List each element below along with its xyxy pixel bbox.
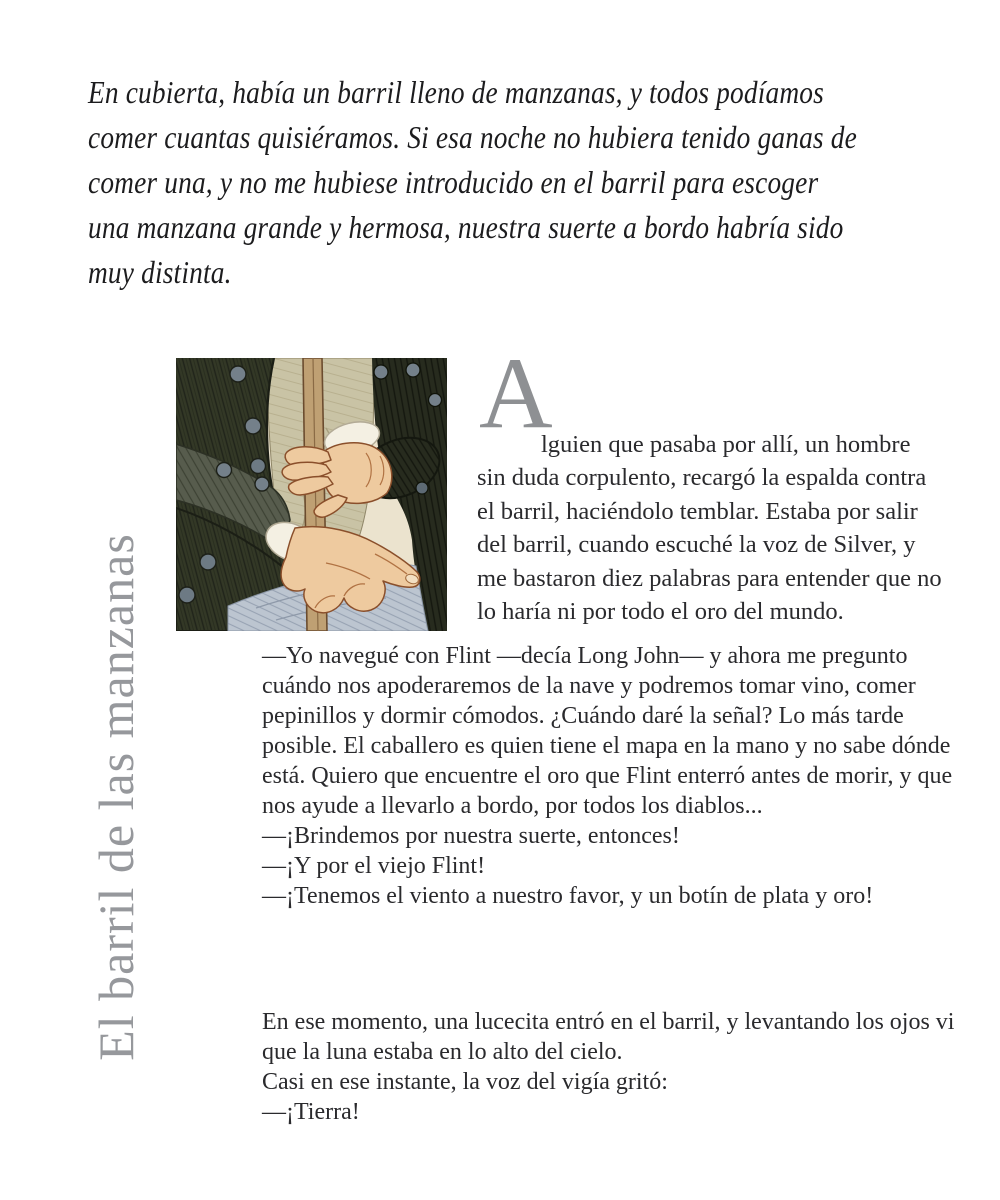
lead-paragraph: lguien que pasaba por allí, un hombre sin duda corpulento, recargó la espalda contra el barril, haciéndolo temblar. Estaba por salir del barril, cuando escuché la voz de Silver, y me bastaron diez palabras para entender que no lo haría ni por todo el oro del mundo.	[477, 430, 942, 625]
dialogue-line: —¡Tenemos el viento a nuestro favor, y un botín de plata y oro!	[262, 883, 874, 909]
closing-line: Casi en ese instante, la voz del vigía gritó:	[262, 1069, 668, 1095]
dialogue-line: —Yo navegué con Flint —decía Long John— y ahora me pregunto cuándo nos apoderaremos de la nave y podremos tomar vino, comer pepinillos y dormir cómodos. ¿Cuándo daré la señal? Lo más tarde posible. El caballero es quien tiene el mapa en la mano y no sabe dónde está. Quiero que encuentre el oro que Flint enterró antes de morir, y que nos ayude a llevarlo a bordo, por todos los diablos...	[262, 643, 953, 819]
closing-block	[262, 1007, 962, 1127]
dialogue-line: —¡Brindemos por nuestra suerte, entonces!	[262, 823, 680, 849]
closing-line: —¡Tierra!	[262, 1099, 360, 1125]
dialogue-line: —¡Y por el viejo Flint!	[262, 853, 486, 879]
closing-line: En ese momento, una lucecita entró en el barril, y levantando los ojos vi que la luna estaba en lo alto del cielo.	[262, 1009, 955, 1065]
illustration-svg	[176, 358, 447, 631]
intro-quote: En cubierta, había un barril lleno de manzanas, y todos podíamos comer cuantas quisiéramos. Si esa noche no hubiera tenido ganas de comer una, y no me hubiese introducido en el barril para escoger una manzana grande y hermosa, nuestra suerte a bordo habría sido muy distinta.	[88, 74, 857, 290]
illustration-hands-on-crutch	[176, 358, 447, 631]
chapter-title-vertical	[60, 488, 172, 1106]
raised-cap-letter: A	[479, 337, 553, 450]
dialogue-block	[262, 641, 954, 911]
chapter-title-text: El barril de las manzanas	[88, 533, 144, 1061]
